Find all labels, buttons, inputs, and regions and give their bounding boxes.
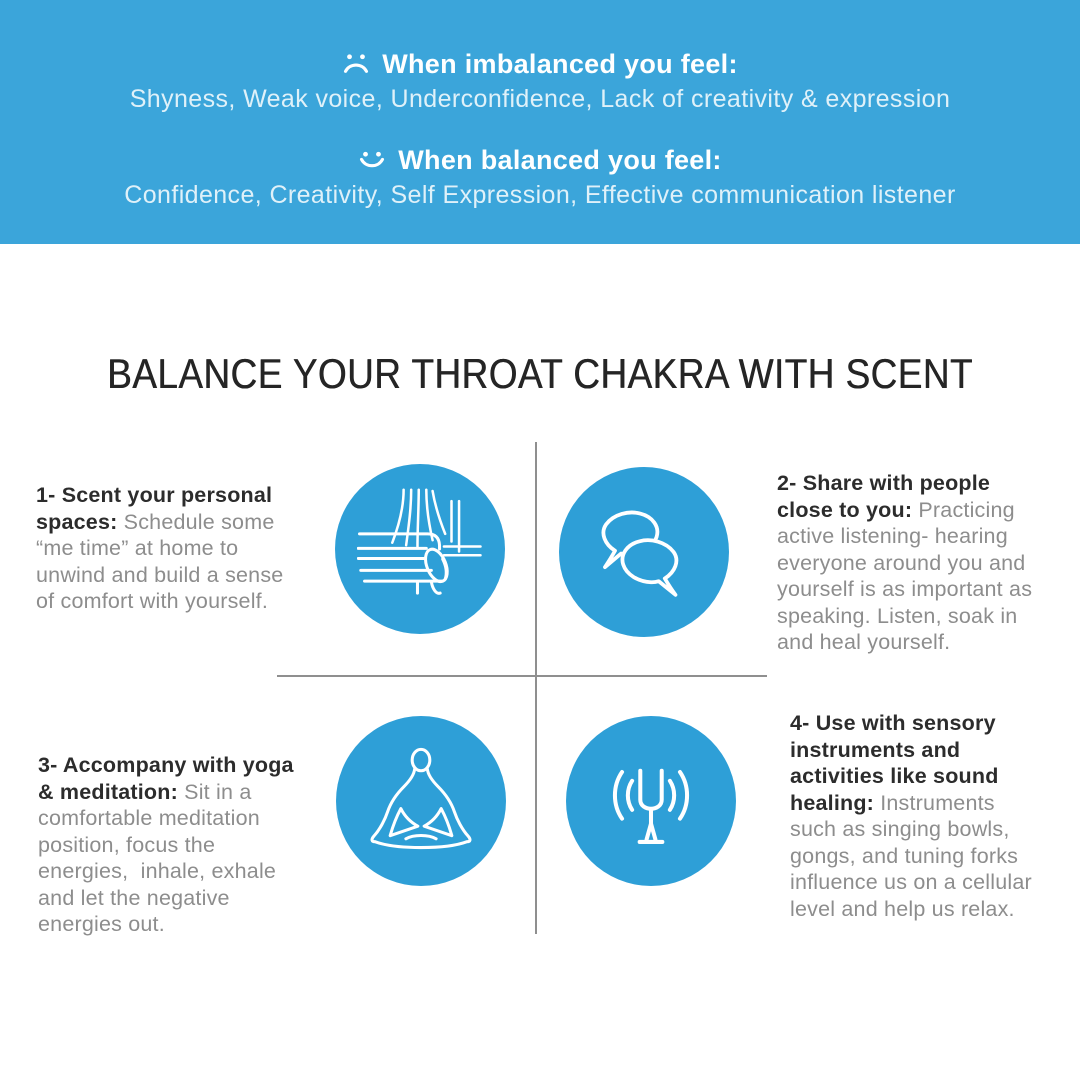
sofa-icon (357, 486, 483, 612)
tip-4-icon-circle (566, 716, 736, 886)
tip-2-text (777, 470, 1039, 656)
smiley-face-icon (358, 149, 386, 172)
balanced-subtitle: Confidence, Creativity, Self Expression, Effective communication listener (124, 181, 956, 209)
page-title (0, 350, 1080, 398)
tip-3-text (38, 752, 308, 938)
tip-1-heading: 1- Scent your personal spaces: (36, 483, 279, 534)
tip-2-heading: 2- Share with people close to you: (777, 471, 997, 522)
tip-1-body: Schedule some “me time” at home to unwind and build a sense of comfort with yourself. (36, 509, 290, 613)
tip-4-heading: 4- Use with sensory instruments and activities like sound healing: (790, 711, 1005, 815)
header-banner (0, 0, 1080, 244)
tip-1-text (36, 482, 306, 615)
imbalanced-title-row (342, 48, 738, 80)
balanced-title-row (358, 144, 721, 176)
meditation-icon (358, 738, 484, 864)
tip-2-body: Practicing active listening- hearing everyone around you and yourself is as important as speaking. Listen, soak in and heal yourself. (777, 497, 1039, 654)
tuning-fork-icon (588, 738, 714, 864)
page-title-text: BALANCE YOUR THROAT CHAKRA WITH SCENT (107, 350, 973, 397)
horizontal-divider (277, 675, 767, 677)
tip-3-heading: 3- Accompany with yoga & meditation: (38, 753, 300, 804)
tip-4-body: Instruments such as singing bowls, gongs, and tuning forks influence us on a cellular level and help us relax. (790, 790, 1039, 921)
tip-4-text (790, 710, 1042, 922)
tip-3-body: Sit in a comfortable meditation position, focus the energies, inhale, exhale and let the negative energies out. (38, 779, 283, 936)
sad-face-icon (342, 53, 370, 76)
tip-2-icon-circle (559, 467, 729, 637)
imbalanced-title: When imbalanced you feel: (382, 49, 738, 79)
tip-3-icon-circle (336, 716, 506, 886)
tip-1-icon-circle (335, 464, 505, 634)
imbalanced-subtitle: Shyness, Weak voice, Underconfidence, Lack of creativity & expression (129, 85, 951, 113)
balanced-title: When balanced you feel: (398, 145, 722, 175)
speech-bubbles-icon (581, 489, 707, 615)
vertical-divider (535, 442, 537, 934)
